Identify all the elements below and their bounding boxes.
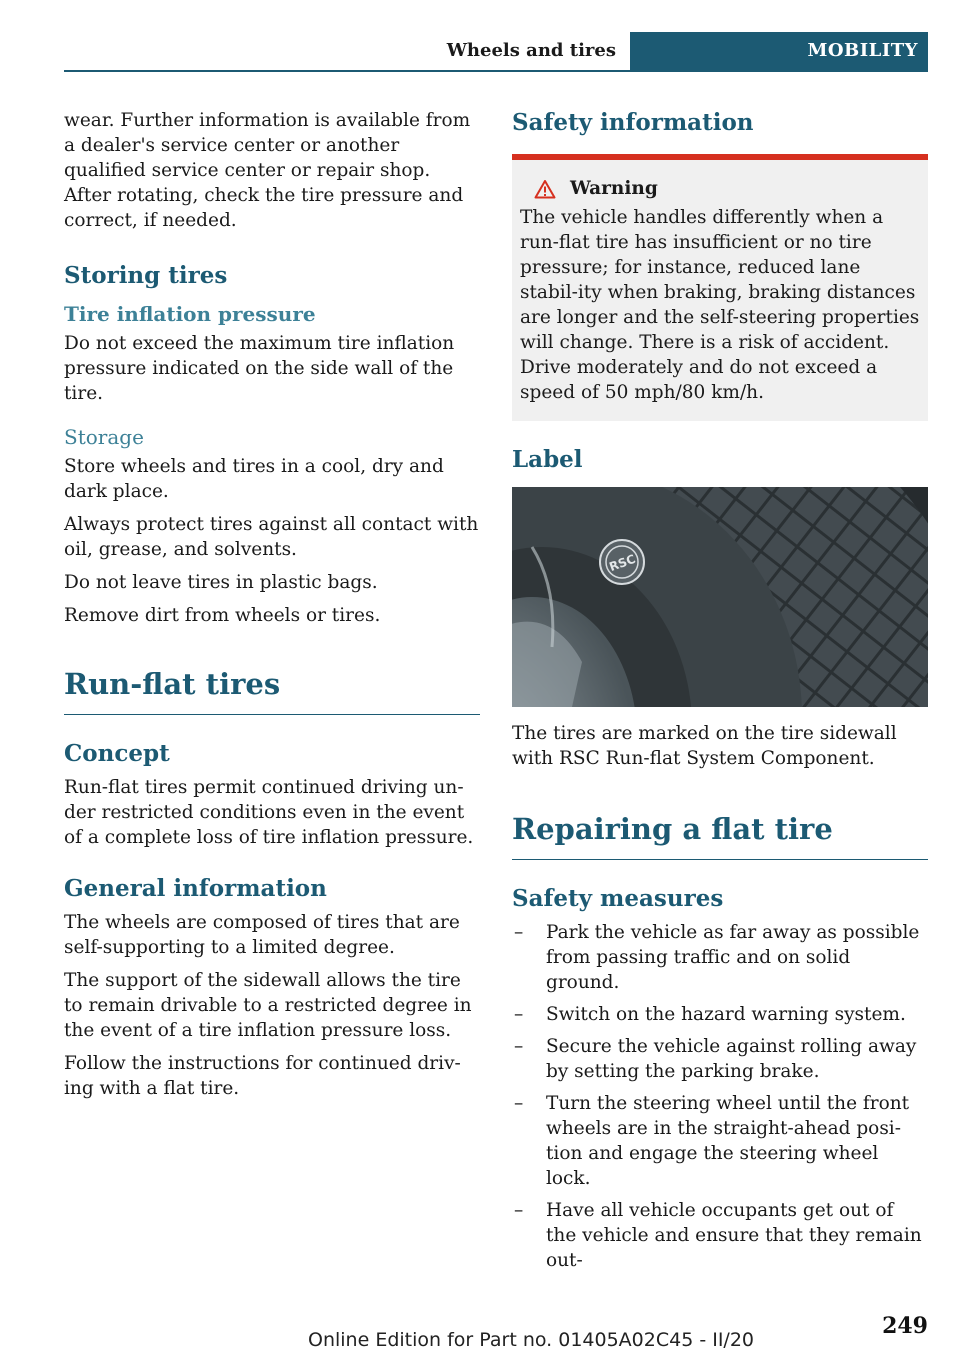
safety-measures-list	[512, 920, 928, 1273]
repairing-flat-tire-heading: Repairing a flat tire	[512, 811, 928, 860]
intro-paragraph: wear. Further information is available from a dealer's service center or another qualified service center or repair shop. After rotating, check the tire pressure and correct, if needed.	[64, 110, 471, 231]
page-header	[64, 32, 928, 72]
tire-inflation-heading: Tire inflation pressure	[64, 302, 316, 326]
warning-triangle-icon	[534, 179, 556, 199]
general-paragraph: The support of the sidewall allows the tire to remain drivable to a restricted degree in the event of a tire inflation pressure loss.	[64, 970, 472, 1041]
rsc-logo-text: RSC	[607, 551, 638, 575]
list-item: – Have all vehicle occupants get out of the vehicle and ensure that they remain out-	[514, 1200, 922, 1271]
warning-text: The vehicle handles differently when a run-flat tire has insufficient or no tire pressure; for instance, reduced lane stabil-ity when braking, braking distances are longer and the self-steering properties will change. There is a risk of accident. Drive moderately and do not exceed a speed of 50 mph/80 km/h.	[520, 207, 920, 403]
general-paragraph: The wheels are composed of tires that are self-supporting to a limited degree.	[64, 912, 460, 958]
header-section-title: Wheels and tires	[446, 40, 616, 61]
bullet-dash: –	[514, 1036, 524, 1057]
left-column	[64, 108, 480, 1109]
warning-label: Warning	[570, 178, 658, 199]
bullet-dash: –	[514, 1093, 524, 1114]
storage-paragraph: Do not leave tires in plastic bags.	[64, 572, 378, 593]
storage-heading: Storage	[64, 425, 144, 449]
header-chapter-tab: MOBILITY	[630, 32, 928, 70]
right-column	[512, 108, 928, 1280]
bullet-dash: –	[514, 922, 524, 943]
run-flat-tires-heading: Run-flat tires	[64, 666, 480, 715]
run-flat-tire-photo	[512, 487, 928, 707]
safety-measures-heading: Safety measures	[512, 885, 724, 912]
storage-paragraph: Store wheels and tires in a cool, dry and dark place.	[64, 456, 444, 502]
general-information-heading: General information	[64, 875, 327, 902]
label-heading: Label	[512, 446, 583, 473]
concept-paragraph: Run-flat tires permit continued driving un-der restricted conditions even in the event of a complete loss of tire inflation pressure.	[64, 777, 474, 848]
storing-tires-heading: Storing tires	[64, 262, 228, 289]
list-item: – Park the vehicle as far away as possible from passing traffic and on solid ground.	[514, 922, 920, 993]
inflation-paragraph: Do not exceed the maximum tire inflation pressure indicated on the side wall of the tire.	[64, 333, 455, 404]
list-item: – Turn the steering wheel until the front wheels are in the straight-ahead posi-tion and engage the steering wheel lock.	[514, 1093, 910, 1189]
storage-paragraph: Always protect tires against all contact with oil, grease, and solvents.	[64, 514, 479, 560]
concept-heading: Concept	[64, 740, 170, 767]
warning-box	[512, 154, 928, 421]
list-item: – Switch on the hazard warning system.	[514, 1004, 906, 1025]
bullet-dash: –	[514, 1004, 524, 1025]
list-item: – Secure the vehicle against rolling away by setting the parking brake.	[514, 1036, 917, 1082]
safety-information-heading: Safety information	[512, 109, 754, 136]
edition-footer: Online Edition for Part no. 01405A02C45 - II/20	[308, 1329, 755, 1351]
header-rule	[64, 70, 928, 72]
general-paragraph: Follow the instructions for continued driv-ing with a flat tire.	[64, 1053, 461, 1099]
label-paragraph: The tires are marked on the tire sidewall with RSC Run-flat System Component.	[512, 723, 897, 769]
storage-paragraph: Remove dirt from wheels or tires.	[64, 605, 381, 626]
bullet-dash: –	[514, 1200, 524, 1221]
warning-title	[520, 178, 920, 199]
page-number: 249	[882, 1313, 928, 1339]
